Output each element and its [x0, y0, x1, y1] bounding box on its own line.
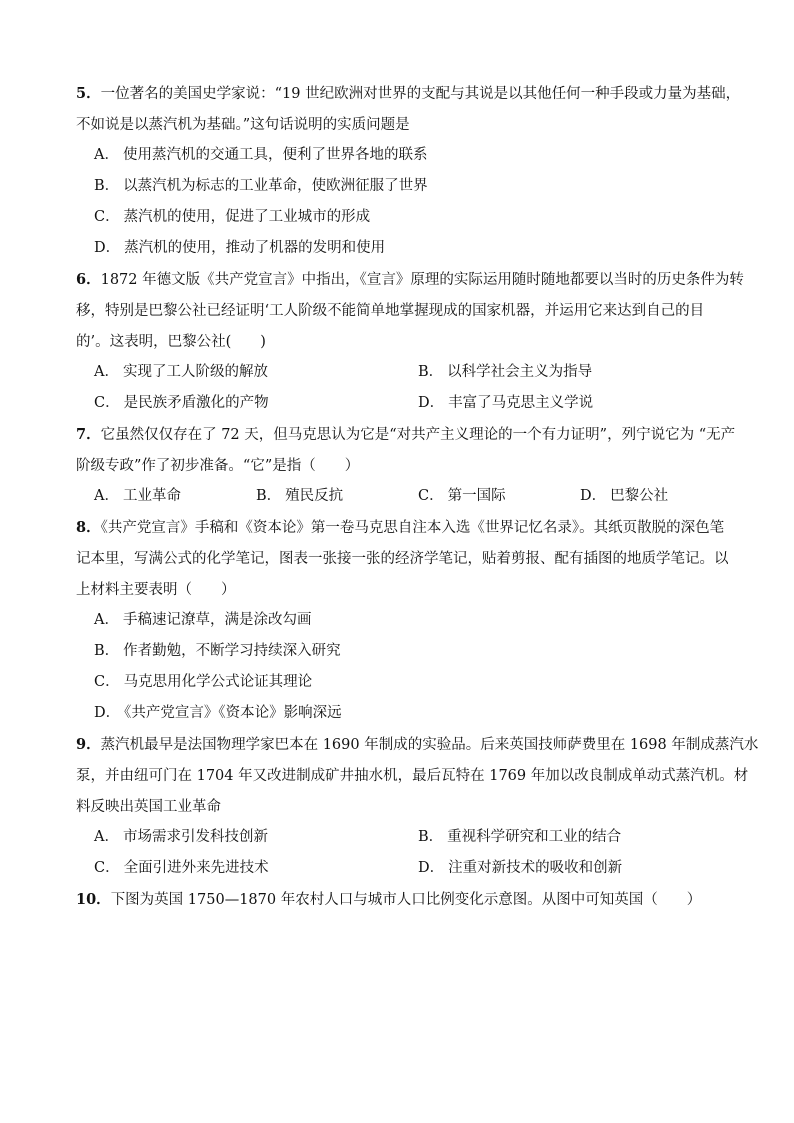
question-stem-line: 料反映出英国工业革命 [76, 799, 221, 815]
option-8d: D． 《共产党宣言》《资本论》影响深远 [94, 705, 342, 721]
option-6a: A． 实现了工人阶级的解放 [94, 364, 268, 380]
option-6d: D． 丰富了马克思主义学说 [418, 395, 594, 411]
question-7 [76, 419, 748, 482]
question-stem-line: 不如说是以蒸汽机为基础。”这句话说明的实质问题是 [76, 117, 410, 133]
option-7d: D． 巴黎公社 [580, 488, 669, 504]
option-8b: B． 作者勤勉，不断学习持续深入研究 [94, 643, 341, 659]
option-5a: A． 使用蒸汽机的交通工具，便利了世界各地的联系 [94, 147, 428, 163]
option-5b: B． 以蒸汽机为标志的工业革命，使欧洲征服了世界 [94, 178, 428, 194]
question-stem-line: 《共产党宣言》手稿和《资本论》第一卷马克思自注本入选《世界记忆名录》。其纸页散脱的深色笔 [100, 520, 725, 536]
question-number: 6． [76, 271, 101, 288]
question-stem-line: 下图为英国 1750—1870 年农村人口与城市人口比例变化示意图。从图中可知英国（ ） [110, 892, 702, 908]
question-stem-line: 的’。这表明，巴黎公社( ) [76, 334, 266, 350]
option-7b: B． 殖民反抗 [256, 488, 344, 504]
question-stem-line: 移，特别是巴黎公社已经证明‘工人阶级不能简单地掌握现成的国家机器，并运用它来达到自己的目 [76, 303, 705, 319]
question-stem-line: 上材料主要表明（ ） [76, 582, 236, 598]
option-7c: C． 第一国际 [418, 488, 506, 504]
option-5d: D． 蒸汽机的使用，推动了机器的发明和使用 [94, 240, 386, 256]
option-7a: A． 工业革命 [94, 488, 181, 504]
option-6b: B． 以科学社会主义为指导 [418, 364, 593, 380]
option-8c: C． 马克思用化学公式论证其理论 [94, 674, 313, 690]
option-5c: C． 蒸汽机的使用，促进了工业城市的形成 [94, 209, 371, 225]
question-stem-line: 泵，并由纽可门在 1704 年又改进制成矿井抽水机，最后瓦特在 1769 年加以改良制成单动式蒸汽机。材 [76, 768, 749, 784]
question-stem-line: 阶级专政”作了初步准备。“它”是指（ ） [76, 458, 360, 474]
option-8a: A． 手稿速记潦草，满是涂改勾画 [94, 612, 312, 628]
question-6 [76, 264, 748, 358]
option-9b: B． 重视科学研究和工业的结合 [418, 829, 622, 845]
question-stem-line: 记本里，写满公式的化学笔记，图表一张接一张的经济学笔记，贴着剪报、配有插图的地质学笔记。以 [76, 551, 729, 567]
question-stem-line: 1872 年德文版《共产党宣言》中指出，《宣言》原理的实际运用随时随地都要以当时的历史条件为转 [100, 272, 744, 288]
question-number: 9． [76, 736, 101, 753]
question-number: 8． [76, 519, 101, 536]
question-stem-line: 蒸汽机最早是法国物理学家巴本在 1690 年制成的实验品。后来英国技师萨费里在 1698 年制成蒸汽水 [100, 737, 759, 753]
question-8 [76, 512, 748, 606]
question-9 [76, 729, 759, 823]
option-6c: C． 是民族矛盾激化的产物 [94, 395, 269, 411]
question-number: 10． [76, 891, 111, 908]
question-stem-line: 一位著名的美国史学家说：“19 世纪欧洲对世界的支配与其说是以其他任何一种手段或力量为基础， [100, 86, 741, 102]
question-number: 7． [76, 426, 101, 443]
option-9a: A． 市场需求引发科技创新 [94, 829, 268, 845]
question-stem-line: 它虽然仅仅存在了 72 天，但马克思认为它是“对共产主义理论的一个有力证明”，列宁说它为 “无产 [100, 427, 736, 443]
option-9d: D． 注重对新技术的吸收和创新 [418, 860, 623, 876]
question-5 [76, 78, 748, 141]
option-9c: C． 全面引进外来先进技术 [94, 860, 269, 876]
question-number: 5． [76, 85, 101, 102]
question-10 [76, 884, 748, 916]
